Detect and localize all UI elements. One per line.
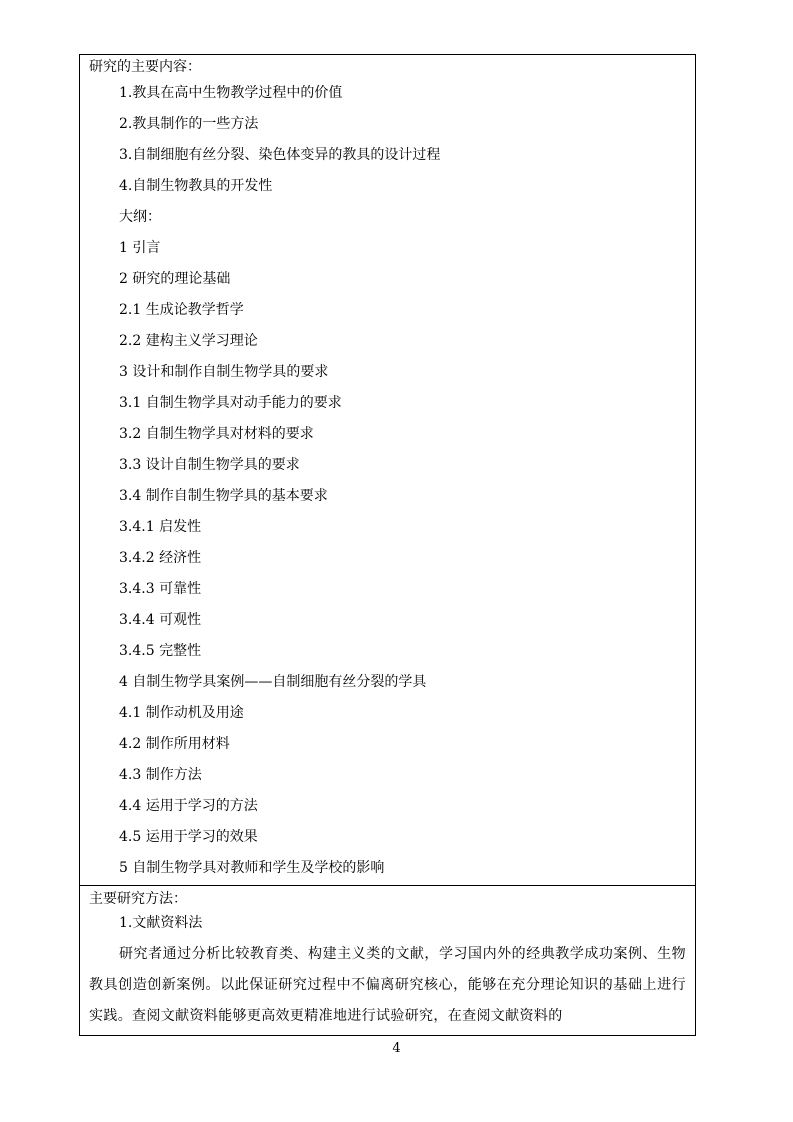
outline-item: 4.5 运用于学习的效果	[119, 829, 258, 845]
research-content-heading: 研究的主要内容：	[89, 59, 201, 75]
research-content-list	[80, 78, 695, 884]
method-subheading: 1.文献资料法	[119, 915, 203, 931]
outline-item: 3.3 设计自制生物学具的要求	[119, 457, 300, 473]
outline-item: 3.4.5 完整性	[119, 643, 202, 659]
outline-item: 2.1 生成论教学哲学	[119, 302, 244, 318]
outline-item: 5 自制生物学具对教师和学生及学校的影响	[119, 860, 385, 876]
outline-item: 4.2 制作所用材料	[119, 736, 230, 752]
outline-item: 4.1 制作动机及用途	[119, 705, 244, 721]
content-item: 3.自制细胞有丝分裂、染色体变异的教具的设计过程	[119, 147, 441, 163]
research-content-row	[80, 55, 696, 886]
research-methods-body	[80, 908, 695, 1032]
research-content-cell	[80, 55, 696, 886]
outline-item: 4 自制生物学具案例——自制细胞有丝分裂的学具	[119, 674, 427, 690]
outline-label: 大纲：	[119, 209, 161, 225]
research-methods-cell	[80, 886, 696, 1036]
outline-item: 3.4.3 可靠性	[119, 581, 202, 597]
outline-item: 2.2 建构主义学习理论	[119, 333, 258, 349]
outline-item: 3 设计和制作自制生物学具的要求	[119, 364, 329, 380]
content-item: 2.教具制作的一些方法	[119, 116, 259, 132]
outline-item: 3.1 自制生物学具对动手能力的要求	[119, 395, 342, 411]
content-item: 4.自制生物教具的开发性	[119, 178, 273, 194]
outline-item: 3.4.4 可观性	[119, 612, 202, 628]
outline-item: 4.3 制作方法	[119, 767, 202, 783]
outline-item: 1 引言	[119, 240, 161, 256]
outline-item: 3.4.2 经济性	[119, 550, 202, 566]
content-item: 1.教具在高中生物教学过程中的价值	[119, 85, 343, 101]
outline-item: 4.4 运用于学习的方法	[119, 798, 258, 814]
outline-item: 3.4.1 启发性	[119, 519, 202, 535]
research-methods-row	[80, 886, 696, 1036]
outline-item: 2 研究的理论基础	[119, 271, 231, 287]
research-methods-heading: 主要研究方法：	[89, 891, 187, 907]
proposal-form-table	[79, 54, 696, 1036]
outline-item: 3.4 制作自制生物学具的基本要求	[119, 488, 328, 504]
outline-item: 3.2 自制生物学具对材料的要求	[119, 426, 314, 442]
method-paragraph: 研究者通过分析比较教育类、构建主义类的文献，学习国内外的经典教学成功案例、生物教具创造创新案例。以此保证研究过程中不偏离研究核心，能够在充分理论知识的基础上进行实践。查阅文献资料能够更高效更精准地进行试验研究，在查阅文献资料的	[89, 946, 686, 1024]
page-number: 4	[392, 1041, 401, 1056]
